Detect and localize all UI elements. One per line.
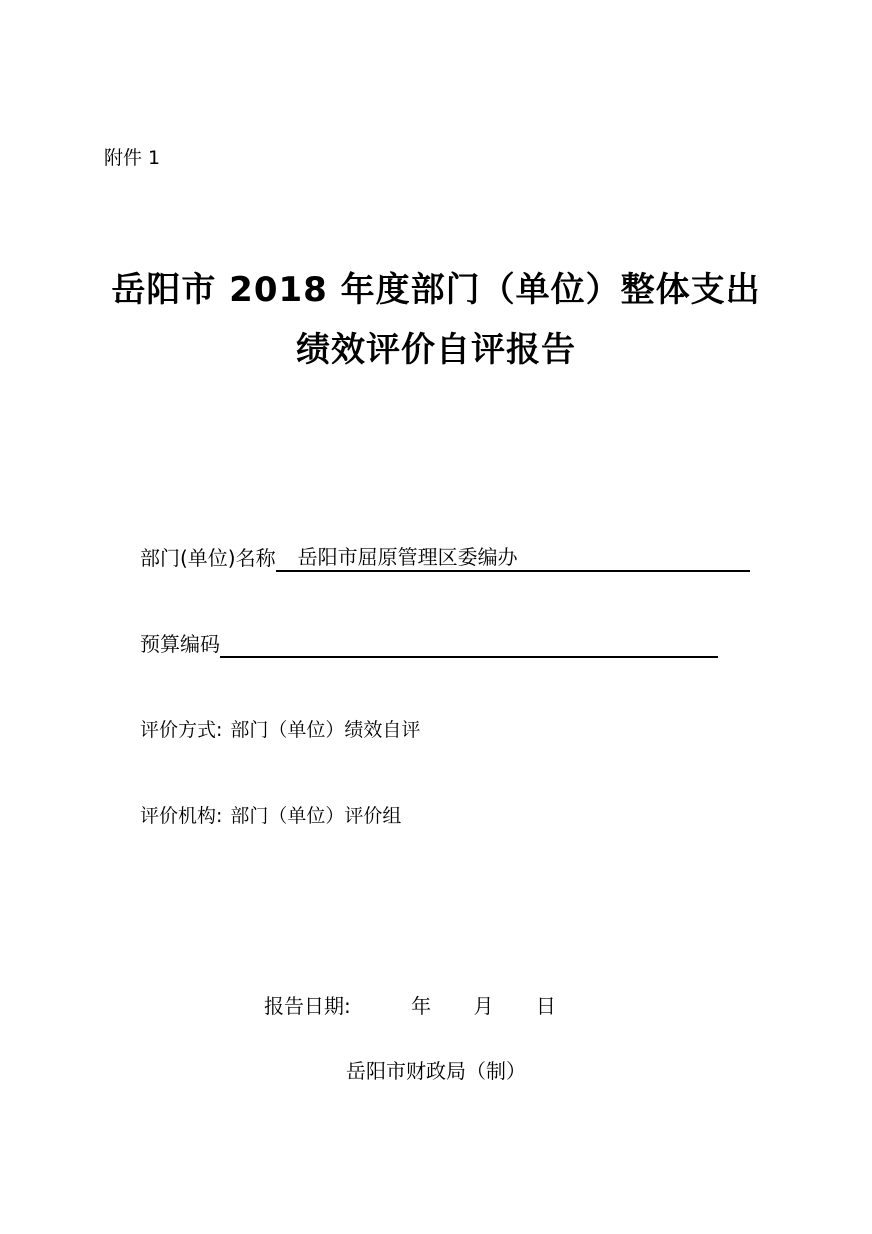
evaluation-method-value: 部门（单位）绩效自评 <box>230 719 421 741</box>
report-date-label: 报告日期: <box>264 994 351 1018</box>
budget-code-value <box>220 630 718 658</box>
attachment-label: 附件 1 <box>104 147 161 169</box>
report-date-month: 月 <box>473 994 494 1018</box>
budget-code-label: 预算编码 <box>140 632 220 656</box>
issuer-line: 岳阳市财政局（制） <box>346 1059 526 1083</box>
report-date-row <box>264 992 556 1020</box>
evaluation-method-field <box>140 716 420 744</box>
evaluation-org-field <box>140 802 401 830</box>
evaluation-method-label: 评价方式: <box>140 719 223 741</box>
dept-name-label: 部门(单位)名称 <box>140 546 276 570</box>
budget-code-field <box>140 630 718 658</box>
evaluation-org-label: 评价机构: <box>140 805 223 827</box>
report-date-year: 年 <box>411 994 432 1018</box>
dept-name-value: 岳阳市屈原管理区委编办 <box>276 544 750 572</box>
report-title-line-2: 绩效评价自评报告 <box>296 330 576 370</box>
dept-name-field <box>140 544 750 572</box>
evaluation-org-value: 部门（单位）评价组 <box>230 805 402 827</box>
report-title-line-1: 岳阳市 2018 年度部门（单位）整体支出 <box>111 270 761 310</box>
report-date-day: 日 <box>535 994 556 1018</box>
